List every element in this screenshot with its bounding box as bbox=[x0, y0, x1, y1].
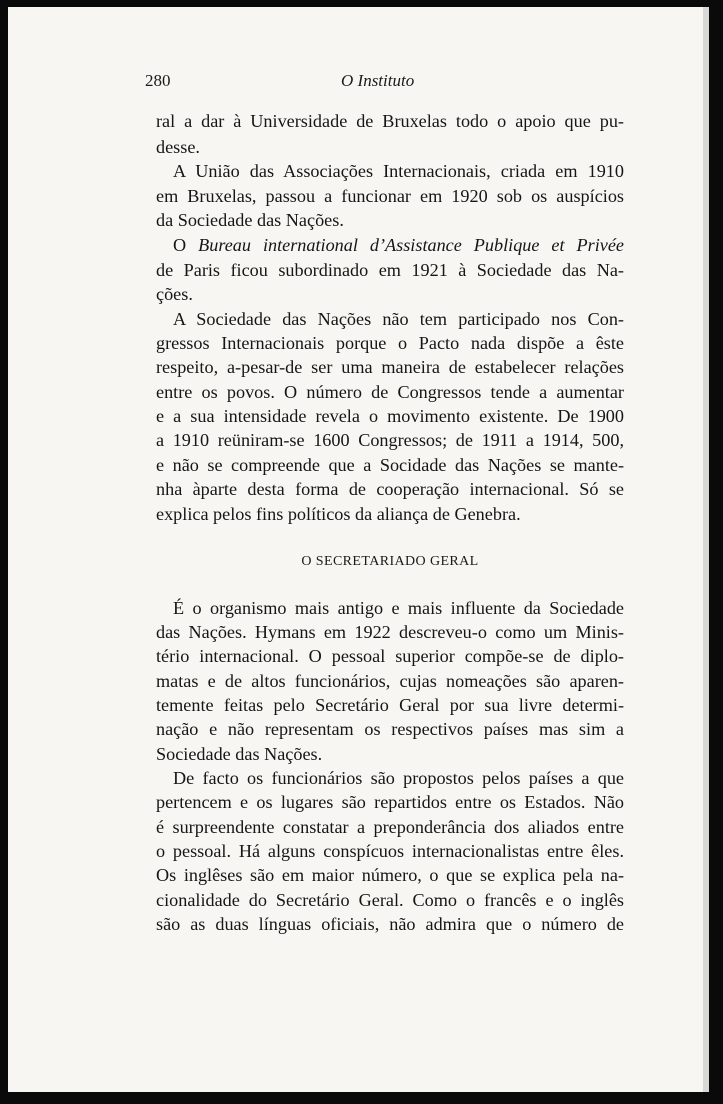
page-number: 280 bbox=[145, 71, 171, 90]
text-line: nação e não representam os respectivos países mas sim a bbox=[156, 719, 624, 739]
italic-title: Bureau international d’Assistance Publique et Privée bbox=[198, 235, 624, 255]
text-line: É o organismo mais antigo e mais influente da Sociedade bbox=[173, 598, 624, 618]
text-line: é surpreendente constatar a preponderância dos aliados entre bbox=[156, 817, 624, 837]
text-line: pertencem e os lugares são repartidos entre os Estados. Não bbox=[156, 792, 624, 812]
text-line: tério internacional. O pessoal superior compõe-se de diplo- bbox=[156, 646, 624, 666]
text-line: entre os povos. O número de Congressos tende a aumentar bbox=[156, 382, 624, 402]
text-line: Sociedade das Nações. bbox=[156, 744, 323, 764]
text-line: De facto os funcionários são propostos pelos países a que bbox=[173, 768, 624, 788]
text-line: ral a dar à Universidade de Bruxelas todo o apoio que pu- bbox=[156, 111, 624, 131]
text-line: de Paris ficou subordinado em 1921 à Sociedade das Na- bbox=[156, 260, 624, 280]
text-line: respeito, a-pesar-de ser uma maneira de estabelecer relações bbox=[156, 357, 624, 377]
text-line: a 1910 reüniram-se 1600 Congressos; de 1911 a 1914, 500, bbox=[156, 430, 624, 450]
page-header bbox=[8, 71, 703, 93]
text-line: gressos Internacionais porque o Pacto nada dispõe a êste bbox=[156, 333, 624, 353]
text-line: das Nações. Hymans em 1922 descreveu-o como um Minis- bbox=[156, 622, 624, 642]
text-line: e a sua intensidade revela o movimento existente. De 1900 bbox=[156, 406, 624, 426]
text-line: A União das Associações Internacionais, criada em 1910 bbox=[173, 161, 624, 181]
text-line: explica pelos fins políticos da aliança de Genebra. bbox=[156, 504, 521, 524]
text-line: cionalidade do Secretário Geral. Como o francês e o inglês bbox=[156, 890, 624, 910]
text-span: O bbox=[173, 235, 199, 255]
text-line: em Bruxelas, passou a funcionar em 1920 sob os auspícios bbox=[156, 186, 624, 206]
running-title: O Instituto bbox=[341, 71, 415, 90]
text-line: A Sociedade das Nações não tem participado nos Con- bbox=[173, 309, 624, 329]
text-line: desse. bbox=[156, 137, 200, 157]
text-line: são as duas línguas oficiais, não admira que o número de bbox=[156, 914, 624, 934]
text-line: da Sociedade das Nações. bbox=[156, 210, 344, 230]
text-line: e não se compreende que a Socidade das Nações se mante- bbox=[156, 455, 624, 475]
text-line: temente feitas pelo Secretário Geral por sua livre determi- bbox=[156, 695, 624, 715]
text-line: o pessoal. Há alguns conspícuos internacionalistas entre êles. bbox=[156, 841, 624, 861]
text-line bbox=[173, 233, 624, 257]
text-line: Os inglêses são em maior número, o que se explica pela na- bbox=[156, 865, 624, 885]
section-heading: O SECRETARIADO GERAL bbox=[301, 554, 479, 569]
text-line: nha àparte desta forma de cooperação internacional. Só se bbox=[156, 479, 624, 499]
book-page bbox=[8, 7, 709, 1092]
text-line: ções. bbox=[156, 284, 193, 304]
text-line: matas e de altos funcionários, cujas nomeações são aparen- bbox=[156, 671, 624, 691]
